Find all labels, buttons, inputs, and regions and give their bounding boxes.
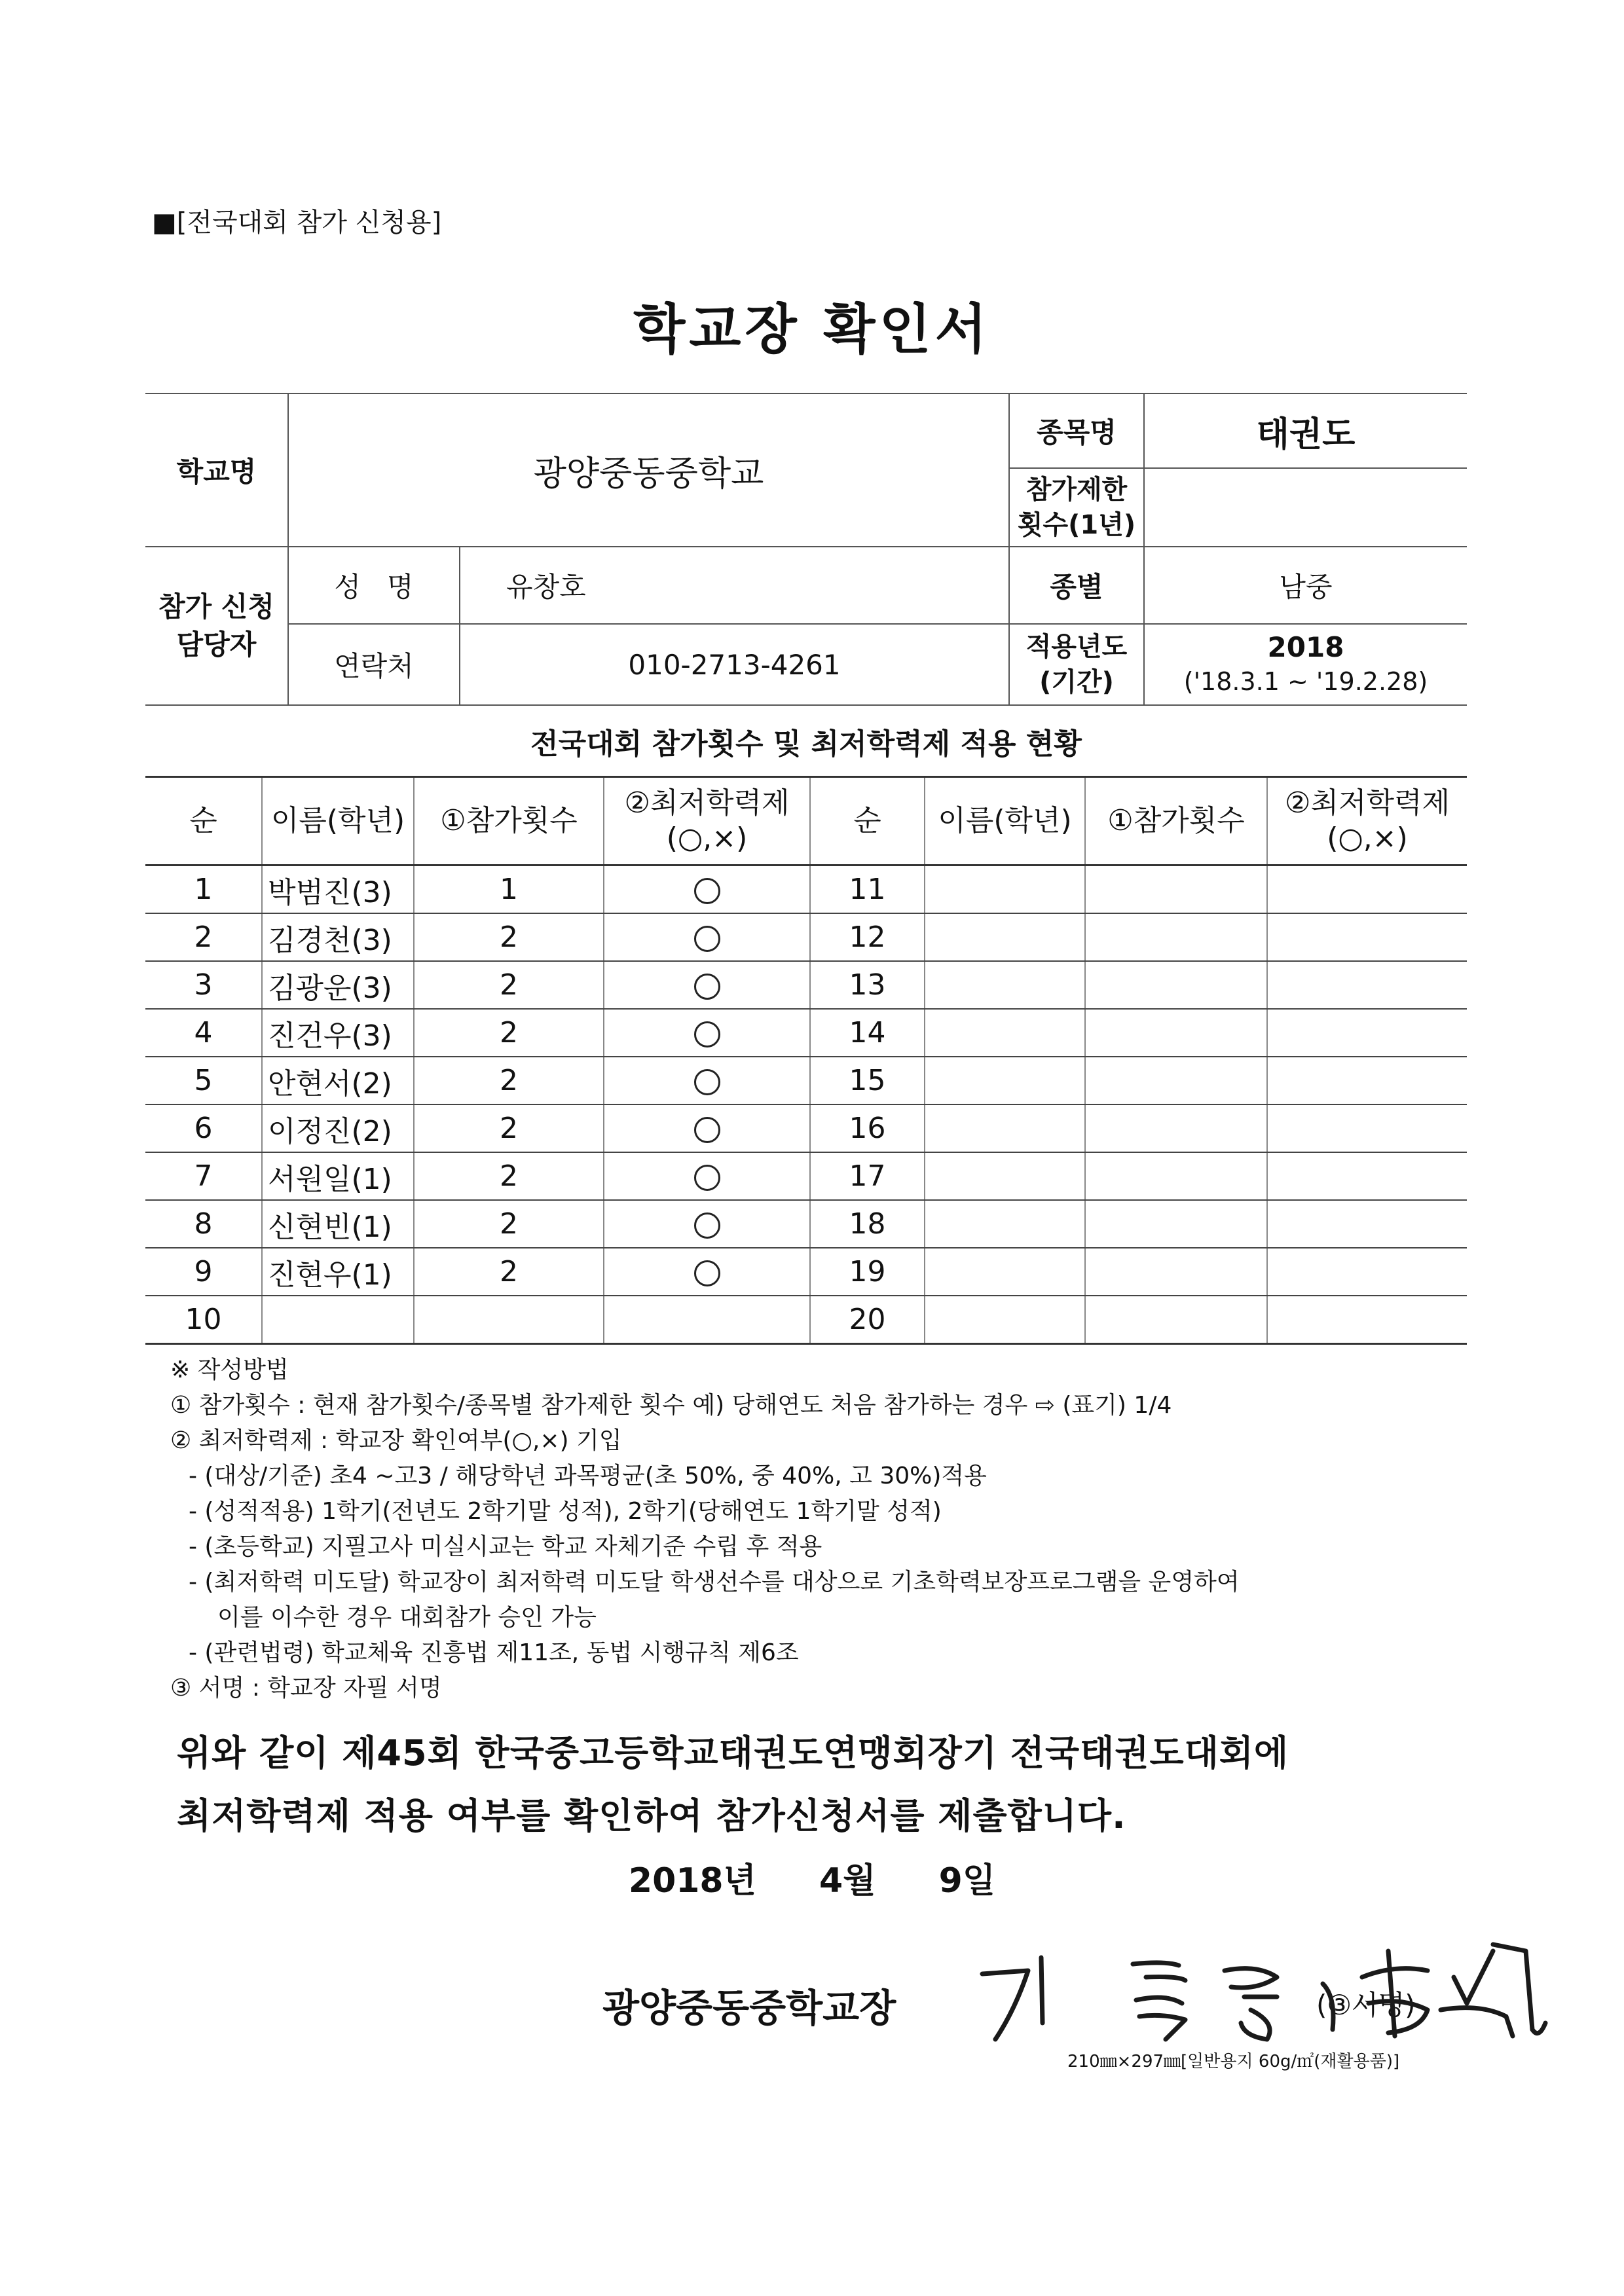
student-name: 김경천(3) (262, 913, 414, 961)
min-academic-mark (604, 1104, 810, 1152)
header-no: 순 (145, 777, 262, 866)
participation-count: 2 (414, 961, 604, 1009)
header-min-academic: ②최저학력제 (○,×) (1267, 777, 1467, 866)
participation-count (1085, 1200, 1267, 1248)
participation-count: 2 (414, 1057, 604, 1104)
header-count: ①참가횟수 (414, 777, 604, 866)
instruction-2b: - (성적적용) 1학기(전년도 2학기말 성적), 2학기(당해연도 1학기말 성적) (189, 1498, 942, 1525)
school-name-value: 광양중동중학교 (288, 393, 1009, 547)
student-name (925, 1009, 1085, 1057)
row-number: 16 (810, 1104, 925, 1152)
participation-limit-label: 참가제한 횟수(1년) (1009, 468, 1144, 547)
row-number: 12 (810, 913, 925, 961)
table-row (145, 1057, 1467, 1104)
min-academic-mark (604, 1200, 810, 1248)
min-academic-mark (604, 1057, 810, 1104)
min-academic-mark (1267, 1296, 1467, 1344)
header-name: 이름(학년) (925, 777, 1085, 866)
row-number: 20 (810, 1296, 925, 1344)
student-name (925, 1104, 1085, 1152)
school-info-table (145, 393, 1467, 706)
seal-placeholder: (③서명) (1316, 1989, 1416, 2021)
instruction-2a: - (대상/기준) 초4 ~고3 / 해당학년 과목평균(초 50%, 중 40%, 고 30%)적용 (189, 1463, 987, 1489)
row-number: 15 (810, 1057, 925, 1104)
min-academic-mark (604, 1152, 810, 1200)
min-academic-mark (604, 1296, 810, 1344)
student-name (925, 913, 1085, 961)
row-number: 9 (145, 1248, 262, 1296)
student-name: 박범진(3) (262, 866, 414, 914)
circle-mark-icon (694, 1165, 720, 1191)
row-number: 10 (145, 1296, 262, 1344)
apply-year-label: 적용년도 (기간) (1009, 624, 1144, 705)
participation-count (1085, 866, 1267, 914)
participation-count (1085, 1057, 1267, 1104)
participation-count (1085, 961, 1267, 1009)
student-name (925, 1248, 1085, 1296)
row-number: 17 (810, 1152, 925, 1200)
min-academic-mark (1267, 1248, 1467, 1296)
applicant-label: 참가 신청 담당자 (145, 547, 288, 705)
min-academic-mark (604, 1009, 810, 1057)
instruction-2d: - (최저학력 미도달) 학교장이 최저학력 미도달 학생선수를 대상으로 기초학력보장프로그램을 운영하여 (189, 1569, 1240, 1595)
circle-mark-icon (694, 1117, 720, 1143)
circle-mark-icon (694, 1069, 720, 1095)
row-number: 5 (145, 1057, 262, 1104)
circle-mark-icon (694, 926, 720, 952)
apply-year-period: ('18.3.1 ~ '19.2.28) (1183, 667, 1428, 696)
participation-count: 2 (414, 913, 604, 961)
instruction-2d-cont: 이를 이수한 경우 대회참가 승인 가능 (217, 1604, 597, 1631)
contact-name-value: 유창호 (460, 547, 1009, 624)
participation-count: 2 (414, 1009, 604, 1057)
min-academic-mark (604, 866, 810, 914)
min-academic-mark (1267, 1152, 1467, 1200)
circle-mark-icon (694, 1212, 720, 1239)
principal-title: 광양중동중학교장 (602, 1986, 896, 2030)
table-row (145, 1296, 1467, 1344)
table-row (145, 1152, 1467, 1200)
table-row (145, 1104, 1467, 1152)
participation-count (1085, 1104, 1267, 1152)
row-number: 14 (810, 1009, 925, 1057)
row-number: 11 (810, 866, 925, 914)
student-name: 서원일(1) (262, 1152, 414, 1200)
statement-line-1: 위와 같이 제45회 한국중고등학교태권도연맹회장기 전국태권도대회에 (177, 1732, 1289, 1774)
min-academic-mark (1267, 961, 1467, 1009)
participation-count: 2 (414, 1104, 604, 1152)
participation-count: 2 (414, 1152, 604, 1200)
row-number: 1 (145, 866, 262, 914)
handwritten-signature (969, 1925, 1559, 2056)
student-name (925, 866, 1085, 914)
circle-mark-icon (694, 878, 720, 904)
participation-count: 1 (414, 866, 604, 914)
student-name: 진건우(3) (262, 1009, 414, 1057)
row-number: 19 (810, 1248, 925, 1296)
instruction-2: ② 최저학력제 : 학교장 확인여부(○,×) 기입 (170, 1427, 622, 1454)
header-min-academic: ②최저학력제 (○,×) (604, 777, 810, 866)
school-name-label: 학교명 (145, 393, 288, 547)
student-name (925, 1057, 1085, 1104)
student-name (925, 961, 1085, 1009)
row-number: 2 (145, 913, 262, 961)
event-label: 종목명 (1009, 393, 1144, 468)
circle-mark-icon (694, 1021, 720, 1048)
instruction-2e: - (관련법령) 학교체육 진흥법 제11조, 동법 시행규칙 제6조 (189, 1639, 799, 1666)
circle-mark-icon (694, 974, 720, 1000)
participation-count (1085, 913, 1267, 961)
student-name: 이정진(2) (262, 1104, 414, 1152)
row-number: 3 (145, 961, 262, 1009)
apply-year-value: 2018 (1267, 631, 1344, 663)
row-number: 7 (145, 1152, 262, 1200)
min-academic-mark (1267, 1200, 1467, 1248)
min-academic-mark (604, 961, 810, 1009)
min-academic-mark (1267, 913, 1467, 961)
category-value: 남중 (1144, 547, 1467, 624)
student-name: 안현서(2) (262, 1057, 414, 1104)
statement-line-2: 최저학력제 적용 여부를 확인하여 참가신청서를 제출합니다. (177, 1795, 1126, 1836)
student-name (925, 1152, 1085, 1200)
status-section-title: 전국대회 참가횟수 및 최저학력제 적용 현황 (530, 727, 1082, 761)
row-number: 4 (145, 1009, 262, 1057)
circle-mark-icon (694, 1260, 720, 1286)
student-name (925, 1200, 1085, 1248)
min-academic-mark (604, 913, 810, 961)
table-row (145, 1009, 1467, 1057)
participation-count: 2 (414, 1200, 604, 1248)
student-name: 신현빈(1) (262, 1200, 414, 1248)
table-row (145, 961, 1467, 1009)
event-value: 태권도 (1144, 393, 1467, 468)
instruction-1: ① 참가횟수 : 현재 참가횟수/종목별 참가제한 횟수 예) 당해연도 처음 참가하는 경우 ⇨ (표기) 1/4 (170, 1392, 1172, 1419)
contact-name-label: 성 명 (288, 547, 460, 624)
min-academic-mark (604, 1248, 810, 1296)
participation-count: 2 (414, 1248, 604, 1296)
participation-count (1085, 1009, 1267, 1057)
table-row (145, 913, 1467, 961)
table-row (145, 866, 1467, 914)
participation-count (1085, 1248, 1267, 1296)
header-count: ①참가횟수 (1085, 777, 1267, 866)
table-row (145, 1248, 1467, 1296)
participation-status-table (145, 776, 1467, 1345)
instruction-3: ③ 서명 : 학교장 자필 서명 (170, 1675, 442, 1702)
participation-count (414, 1296, 604, 1344)
instruction-2c: - (초등학교) 지필고사 미실시교는 학교 자체기준 수립 후 적용 (189, 1533, 822, 1560)
page-title: 학교장 확인서 (633, 299, 991, 361)
participation-count (1085, 1296, 1267, 1344)
instructions (170, 1353, 1467, 1706)
statement (177, 1722, 1289, 1848)
participation-count (1085, 1152, 1267, 1200)
student-name (262, 1296, 414, 1344)
header-name: 이름(학년) (262, 777, 414, 866)
form-type-tag: ■[전국대회 참가 신청용] (152, 208, 442, 238)
row-number: 18 (810, 1200, 925, 1248)
student-name (925, 1296, 1085, 1344)
row-number: 6 (145, 1104, 262, 1152)
student-name: 진현우(1) (262, 1248, 414, 1296)
participation-limit-value (1144, 468, 1467, 547)
contact-phone-value: 010-2713-4261 (460, 624, 1009, 705)
paper-spec-footer: 210㎜×297㎜[일반용지 60g/㎡(재활용품)] (1067, 2052, 1400, 2071)
header-no: 순 (810, 777, 925, 866)
student-name: 김광운(3) (262, 961, 414, 1009)
min-academic-mark (1267, 866, 1467, 914)
min-academic-mark (1267, 1104, 1467, 1152)
submission-date: 2018년 4월 9일 (628, 1861, 996, 1901)
row-number: 13 (810, 961, 925, 1009)
category-label: 종별 (1009, 547, 1144, 624)
min-academic-mark (1267, 1009, 1467, 1057)
contact-phone-label: 연락처 (288, 624, 460, 705)
min-academic-mark (1267, 1057, 1467, 1104)
table-row (145, 1200, 1467, 1248)
instructions-title: ※ 작성방법 (170, 1357, 289, 1383)
row-number: 8 (145, 1200, 262, 1248)
